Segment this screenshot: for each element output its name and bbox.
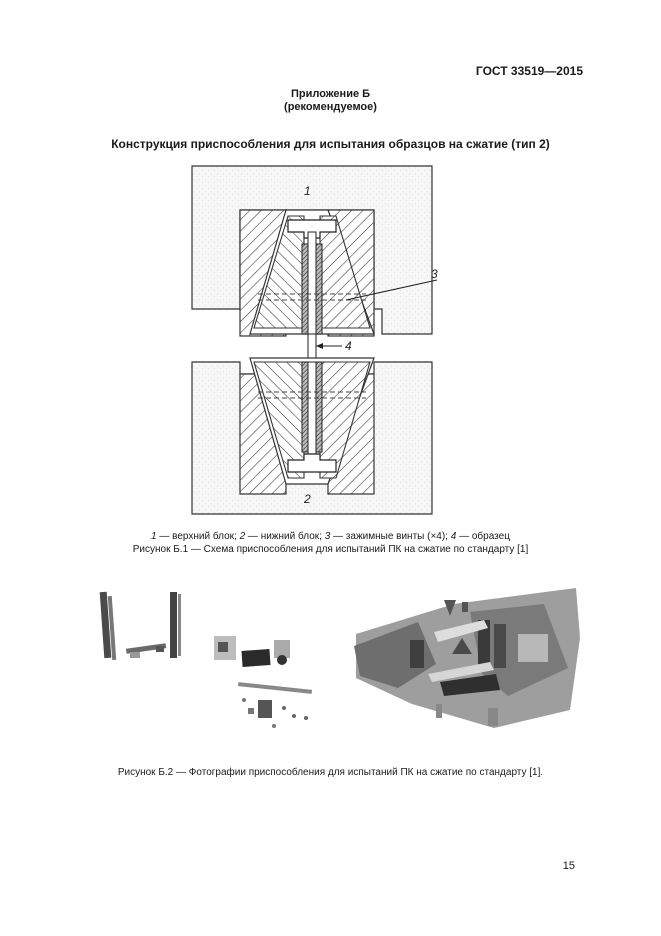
page-number: 15 (562, 860, 575, 872)
legend-text-4: — образец (456, 531, 510, 542)
callout-2: 2 (304, 492, 311, 506)
photo-disassembled-parts (100, 592, 181, 660)
document-header: ГОСТ 33519—2015 (475, 64, 583, 78)
photo-small-parts (214, 636, 312, 728)
fixture-photographs (98, 578, 580, 756)
figure1-caption: Рисунок Б.1 — Схема приспособления для испытаний ПК на сжатие по стандарту [1] (132, 544, 529, 555)
legend-num-4: 4 (450, 531, 457, 542)
legend-num-3: 3 (324, 531, 331, 542)
upper-block (192, 166, 432, 342)
section-title: Конструкция приспособления для испытания образцов на сжатие (тип 2) (111, 137, 550, 151)
fixture-schematic (192, 166, 438, 514)
callout-3: 3 (431, 267, 438, 281)
legend-text-2: — нижний блок; (245, 531, 325, 542)
photo-assembled-fixture (354, 588, 580, 728)
callout-1: 1 (304, 184, 311, 198)
legend-num-2: 2 (239, 531, 246, 542)
legend-text-1: — верхний блок; (156, 531, 240, 542)
callout-4: 4 (345, 339, 352, 353)
legend-num-1: 1 (151, 531, 157, 542)
annex-title: Приложение Б (290, 88, 371, 100)
lower-block (192, 358, 432, 514)
figure2-caption: Рисунок Б.2 — Фотографии приспособления для испытаний ПК на сжатие по стандарту [1]. (117, 767, 544, 778)
figure1-legend (0, 530, 661, 543)
annex-subtitle: (рекомендуемое) (284, 101, 377, 113)
legend-text-3: — зажимные винты (×4); (330, 531, 451, 542)
